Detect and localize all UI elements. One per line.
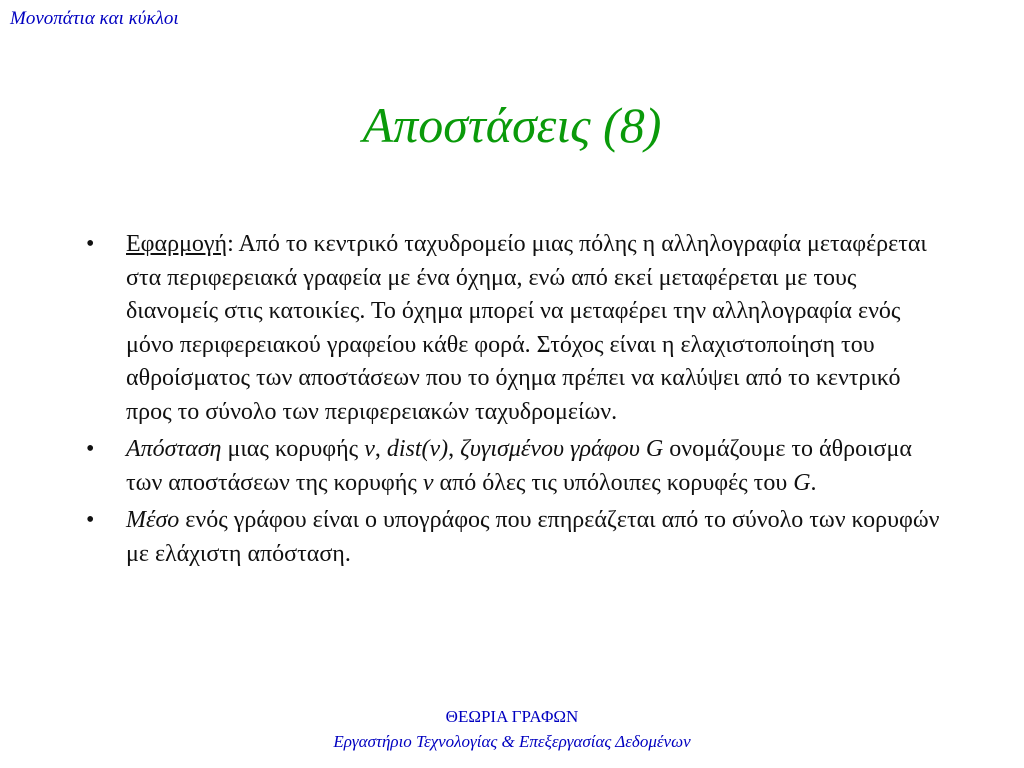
- application-text: : Από το κεντρικό ταχυδρομείο μιας πόλης η αλληλογραφία μεταφέρεται στα περιφερειακά γραφεία με ένα όχημα, ενώ από εκεί μεταφέρεται με τους διανομείς στις κατοικίες. Το όχημα μπορεί να μεταφέρει την αλληλογραφία ενός μόνο περιφερειακού γραφείου κάθε φορά. Στόχος είναι η ελαχιστοποίηση του αθροίσματος των αποστάσεων που το όχημα πρέπει να καλύψει από το κεντρικό προς το σύνολο των περιφερειακών ταχυδρομείων.: [126, 231, 927, 425]
- header-topic: Μονοπάτια και κύκλοι: [10, 8, 179, 29]
- term-distance: Απόσταση: [126, 436, 222, 462]
- distance-text-1: μιας κορυφής: [221, 436, 365, 462]
- bullet-icon: •: [86, 231, 95, 257]
- weighted-graph-term: ζυγισμένου γράφου: [460, 436, 640, 462]
- footer-lab-name: Εργαστήριο Τεχνολογίας & Επεξεργασίας Δεδομένων: [333, 732, 691, 751]
- distance-text-2: ονομάζουμε το άθροισμα των αποστάσεων της κορυφής: [126, 436, 912, 496]
- distance-text-3: από όλες τις υπόλοιπες κορυφές του: [433, 469, 794, 496]
- bullet-median: [86, 504, 946, 571]
- slide-title: Αποστάσεις (8): [362, 97, 662, 153]
- term-application: Εφαρμογή: [126, 231, 228, 257]
- footer-course-title: ΘΕΩΡΙΑ ΓΡΑΦΩΝ: [445, 707, 579, 726]
- var-g: G: [645, 436, 664, 462]
- bullet-list: [86, 228, 946, 575]
- var-v: v: [364, 436, 375, 462]
- term-median: Μέσο: [126, 507, 180, 533]
- median-text: ενός γράφου είναι ο υπογράφος που επηρεάζεται από το σύνολο των κορυφών με ελάχιστη απόσταση.: [126, 507, 940, 567]
- separator: ,: [374, 436, 387, 462]
- period: .: [810, 469, 817, 496]
- var-v: v: [422, 469, 434, 496]
- separator: ,: [448, 436, 461, 462]
- bullet-distance: [86, 433, 946, 500]
- var-g: G: [793, 469, 811, 496]
- bullet-application: [86, 228, 946, 429]
- bullet-icon: •: [86, 507, 95, 533]
- bullet-icon: •: [86, 436, 95, 462]
- dist-notation: dist(v): [386, 436, 449, 462]
